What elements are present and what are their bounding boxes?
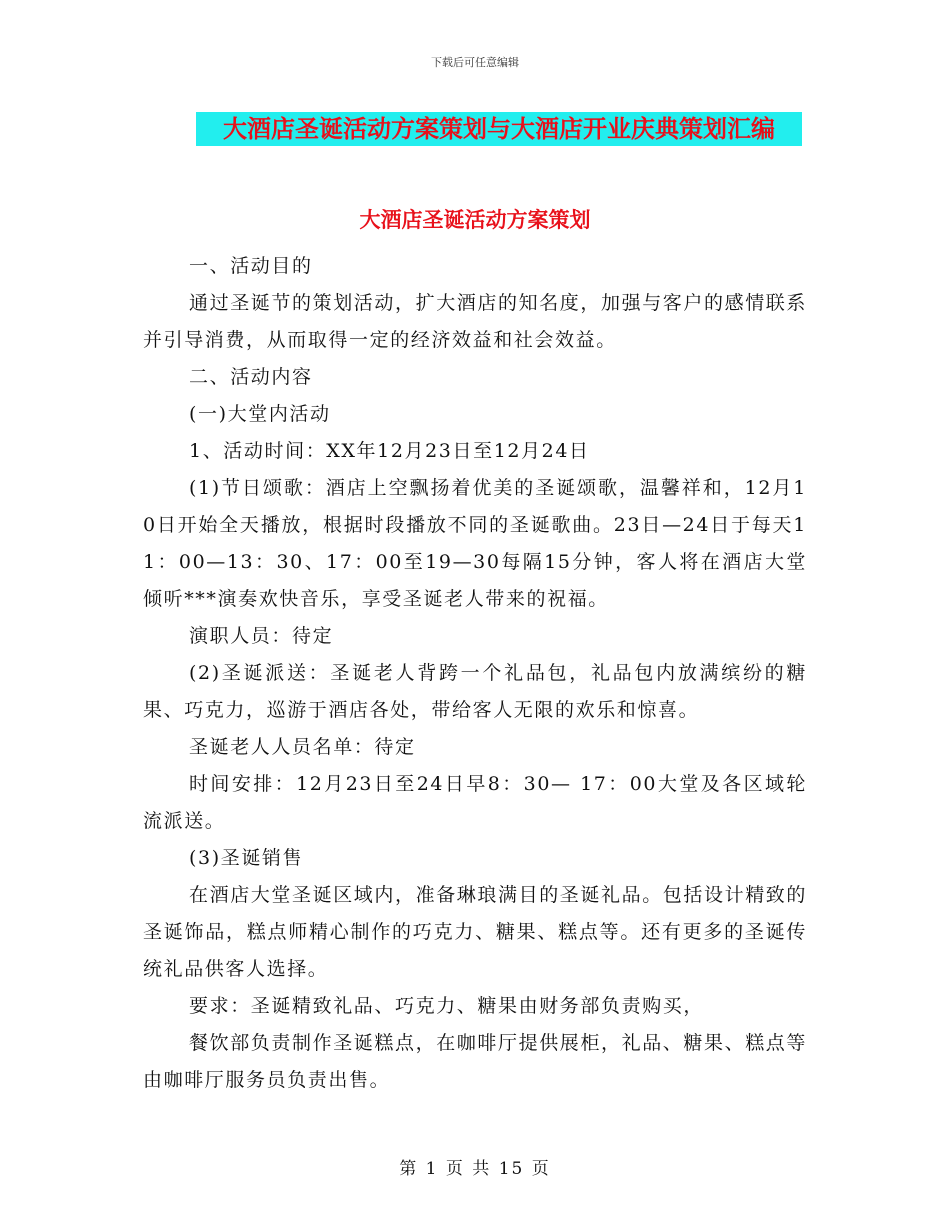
header-note: 下载后可任意编辑 — [431, 56, 519, 69]
paragraph: (一)大堂内活动 — [189, 403, 331, 425]
section-title: 大酒店圣诞活动方案策划 — [359, 208, 591, 232]
paragraph: 一、活动目的 — [189, 255, 313, 277]
paragraph: 时间安排：12月23日至24日早8：30— 17：00大堂及各区域轮流派送。 — [143, 773, 807, 832]
paragraph: 演职人员：待定 — [189, 625, 334, 647]
paragraph: (1)节日颂歌：酒店上空飘扬着优美的圣诞颂歌，温馨祥和，12月10日开始全天播放，根据时段播放不同的圣诞歌曲。23日—24日于每天11：00—13：30、17：00至19—30每隔15分钟，客人将在酒店大堂倾听***演奏欢快音乐，享受圣诞老人带来的祝福。 — [143, 477, 807, 610]
document-body — [143, 248, 807, 1099]
paragraph: 餐饮部负责制作圣诞糕点，在咖啡厅提供展柜，礼品、糖果、糕点等由咖啡厅服务员负责出售。 — [143, 1032, 808, 1091]
paragraph: (3)圣诞销售 — [189, 847, 304, 869]
paragraph: 二、活动内容 — [189, 366, 313, 388]
paragraph: 在酒店大堂圣诞区域内，准备琳琅满目的圣诞礼品。包括设计精致的圣诞饰品，糕点师精心制作的巧克力、糖果、糕点等。还有更多的圣诞传统礼品供客人选择。 — [143, 884, 808, 980]
paragraph: 圣诞老人人员名单：待定 — [189, 736, 416, 758]
paragraph: 要求：圣诞精致礼品、巧克力、糖果由财务部负责购买， — [189, 995, 705, 1017]
main-title-highlight — [196, 112, 802, 146]
main-title: 大酒店圣诞活动方案策划与大酒店开业庆典策划汇编 — [223, 115, 775, 143]
paragraph: (2)圣诞派送：圣诞老人背跨一个礼品包，礼品包内放满缤纷的糖果、巧克力，巡游于酒店各处，带给客人无限的欢乐和惊喜。 — [143, 662, 807, 721]
paragraph: 通过圣诞节的策划活动，扩大酒店的知名度，加强与客户的感情联系并引导消费，从而取得一定的经济效益和社会效益。 — [143, 292, 808, 351]
page-footer: 第 1 页 共 15 页 — [399, 1159, 551, 1179]
paragraph: 1、活动时间：XX年12月23日至12月24日 — [189, 440, 590, 462]
